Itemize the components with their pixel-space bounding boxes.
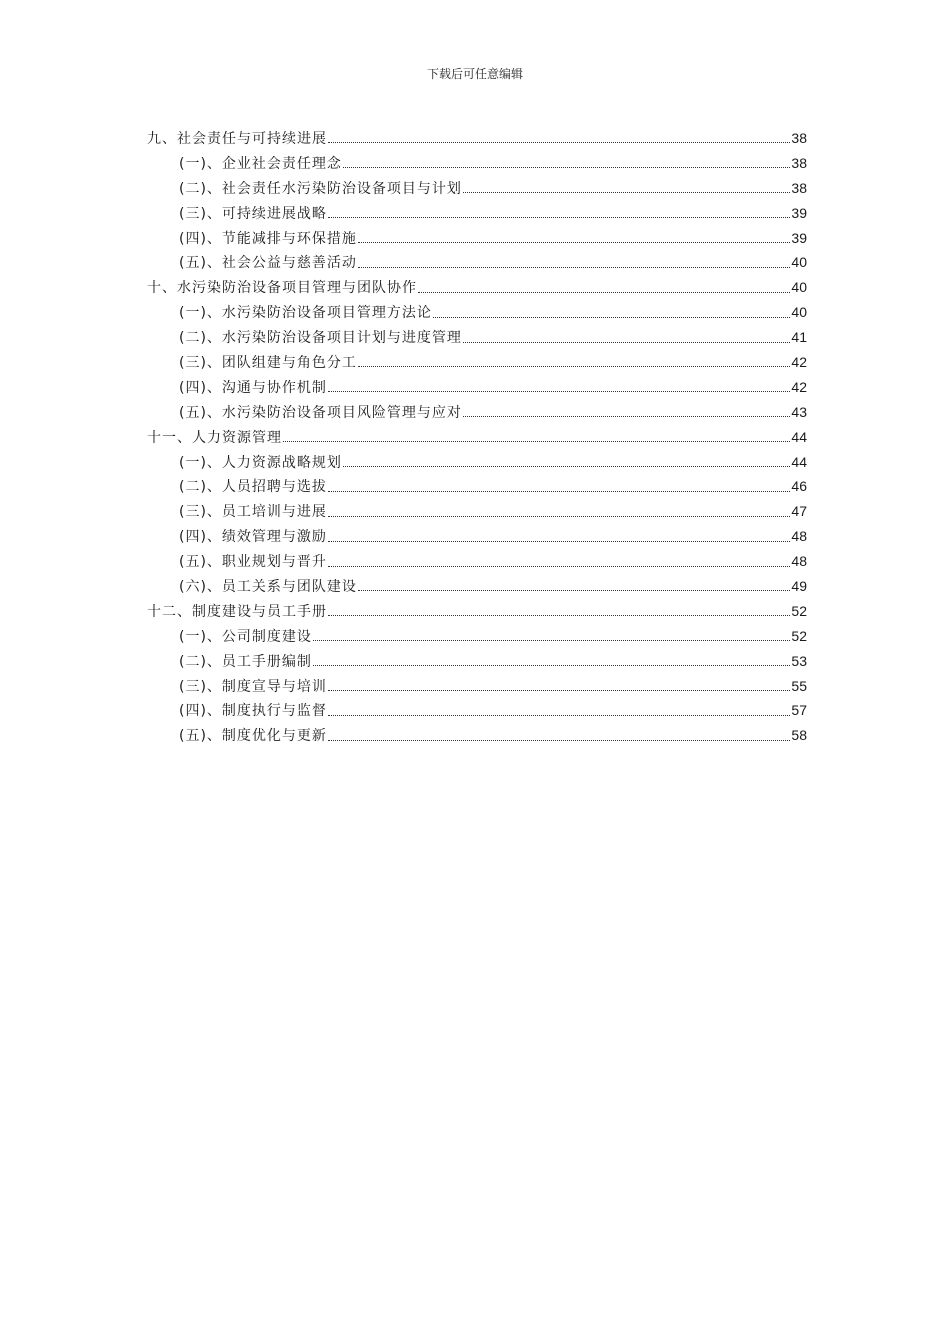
toc-entry-title: 十二、制度建设与员工手册 [147,603,327,620]
toc-entry[interactable] [147,624,807,649]
toc-entry-title: (四)、节能减排与环保措施 [179,230,357,247]
toc-entry-page: 48 [791,528,807,545]
toc-entry-title: (五)、水污染防治设备项目风险管理与应对 [179,404,462,421]
toc-entry[interactable] [147,499,807,524]
toc-entry-chapter-11[interactable] [147,425,807,450]
toc-entry[interactable] [147,375,807,400]
toc-dot-leader [463,405,790,419]
toc-dot-leader [328,505,790,519]
toc-entry-title: (三)、可持续进展战略 [179,205,327,222]
toc-dot-leader [328,604,790,618]
toc-dot-leader [328,679,790,693]
toc-entry-title: (五)、社会公益与慈善活动 [179,255,357,272]
toc-dot-leader [283,430,790,444]
toc-entry-title: (五)、职业规划与晋升 [179,554,327,571]
toc-entry[interactable] [147,226,807,251]
toc-entry[interactable] [147,649,807,674]
toc-entry-chapter-12[interactable] [147,599,807,624]
toc-dot-leader [313,629,790,643]
toc-dot-leader [328,380,790,394]
toc-entry-page: 42 [791,378,807,395]
toc-entry-page: 38 [791,130,807,146]
toc-entry-title: (二)、社会责任水污染防治设备项目与计划 [179,180,462,197]
toc-entry-title: 十一、人力资源管理 [147,429,282,446]
toc-entry-chapter-10[interactable] [147,275,807,300]
toc-entry-page: 41 [791,329,807,346]
toc-entry-page: 52 [791,602,807,619]
toc-entry[interactable] [147,723,807,748]
toc-entry[interactable] [147,450,807,475]
page-header: 下载后可任意编辑 [426,67,523,81]
toc-dot-leader [328,206,790,220]
toc-entry-title: (六)、员工关系与团队建设 [179,579,357,596]
toc-dot-leader [328,131,790,145]
toc-entry-page: 58 [791,727,807,744]
toc-entry-page: 44 [791,453,807,470]
toc-entry[interactable] [147,549,807,574]
toc-entry[interactable] [147,350,807,375]
toc-dot-leader [358,256,790,270]
toc-dot-leader [343,156,790,170]
toc-entry-title: 九、社会责任与可持续进展 [147,131,327,147]
toc-entry-page: 40 [791,254,807,271]
toc-entry-title: (五)、制度优化与更新 [179,728,327,745]
toc-entry-page: 38 [791,154,807,171]
toc-entry-page: 43 [791,403,807,420]
toc-entry-page: 38 [791,179,807,196]
toc-dot-leader [328,555,790,569]
toc-entry[interactable] [147,474,807,499]
toc-entry-page: 48 [791,553,807,570]
toc-entry[interactable] [147,574,807,599]
toc-dot-leader [358,231,790,245]
toc-entry-title: (三)、团队组建与角色分工 [179,355,357,372]
toc-entry-title: (四)、制度执行与监督 [179,703,327,720]
toc-entry-page: 53 [791,652,807,669]
toc-entry[interactable] [147,151,807,176]
toc-dot-leader [463,331,790,345]
toc-entry-page: 46 [791,478,807,495]
toc-dot-leader [433,306,790,320]
toc-entry-title: (四)、绩效管理与激励 [179,529,327,546]
toc-entry-title: 十、水污染防治设备项目管理与团队协作 [147,280,417,297]
toc-dot-leader [328,704,790,718]
toc-entry[interactable] [147,300,807,325]
toc-entry[interactable] [147,250,807,275]
toc-entry-title: (二)、水污染防治设备项目计划与进度管理 [179,330,462,347]
toc-entry[interactable] [147,176,807,201]
toc-entry-page: 57 [791,702,807,719]
toc-dot-leader [358,579,790,593]
toc-entry-title: (一)、水污染防治设备项目管理方法论 [179,305,432,322]
toc-entry-title: (二)、人员招聘与选拔 [179,479,327,496]
toc-entry-page: 49 [791,578,807,595]
toc-dot-leader [463,181,790,195]
table-of-contents [147,126,807,748]
toc-entry-page: 44 [791,428,807,445]
toc-entry-page: 39 [791,229,807,246]
toc-entry-page: 52 [791,627,807,644]
toc-entry-page: 40 [791,279,807,296]
toc-dot-leader [328,480,790,494]
toc-entry[interactable] [147,400,807,425]
toc-entry-page: 39 [791,204,807,221]
toc-dot-leader [328,530,790,544]
toc-entry[interactable] [147,325,807,350]
toc-entry[interactable] [147,698,807,723]
toc-entry-title: (二)、员工手册编制 [179,653,312,670]
toc-entry-chapter-9[interactable] [147,126,807,151]
toc-entry-page: 42 [791,354,807,371]
toc-dot-leader [343,455,790,469]
toc-entry-page: 47 [791,503,807,520]
toc-entry-title: (三)、员工培训与进展 [179,504,327,521]
toc-entry-title: (四)、沟通与协作机制 [179,379,327,396]
toc-entry[interactable] [147,201,807,226]
toc-entry-page: 55 [791,677,807,694]
toc-entry-title: (一)、公司制度建设 [179,628,312,645]
toc-dot-leader [358,355,790,369]
toc-entry[interactable] [147,674,807,699]
toc-dot-leader [418,281,790,295]
toc-entry-page: 40 [791,304,807,321]
toc-dot-leader [313,654,790,668]
toc-dot-leader [328,729,790,743]
toc-entry-title: (一)、企业社会责任理念 [179,155,342,172]
toc-entry-title: (三)、制度宣导与培训 [179,678,327,695]
toc-entry[interactable] [147,524,807,549]
toc-entry-title: (一)、人力资源战略规划 [179,454,342,471]
